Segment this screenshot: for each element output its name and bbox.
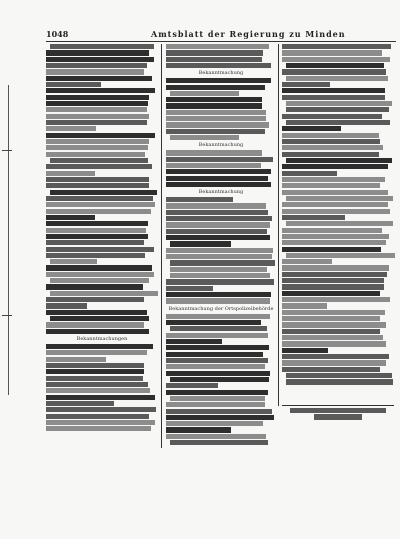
text-line — [166, 203, 266, 208]
text-line — [46, 303, 87, 308]
text-column-3 — [282, 44, 394, 444]
text-line — [282, 310, 385, 315]
text-line — [166, 427, 231, 432]
text-line — [166, 383, 218, 388]
text-line — [282, 316, 380, 321]
text-line — [286, 253, 395, 258]
text-line — [282, 114, 382, 119]
text-line — [282, 291, 380, 296]
text-line — [166, 197, 233, 202]
text-line — [166, 409, 272, 414]
text-line — [282, 240, 386, 245]
text-line — [282, 259, 332, 264]
text-line — [166, 44, 269, 49]
text-line — [282, 354, 389, 359]
binding-edge — [8, 85, 9, 395]
text-line — [46, 344, 153, 349]
text-line — [166, 339, 222, 344]
text-line — [166, 216, 272, 221]
text-line — [170, 135, 239, 140]
text-line — [282, 247, 381, 252]
text-line — [166, 103, 262, 108]
text-line — [282, 322, 386, 327]
text-line — [46, 240, 144, 245]
text-line — [46, 310, 147, 315]
text-line — [46, 215, 95, 220]
text-line — [46, 363, 144, 368]
text-line — [166, 279, 274, 284]
section-heading: Bekanntmachung — [198, 189, 244, 196]
running-head: Amtsblatt der Regierung zu Minden — [151, 29, 346, 39]
text-line — [166, 229, 267, 234]
text-line — [170, 260, 275, 265]
text-line — [46, 426, 151, 431]
text-line — [282, 341, 386, 346]
text-line — [46, 183, 149, 188]
text-line — [282, 202, 388, 207]
text-line — [286, 221, 393, 226]
text-line — [50, 190, 157, 195]
text-line — [166, 78, 271, 83]
text-line — [166, 320, 261, 325]
text-line — [282, 284, 384, 289]
text-line — [46, 329, 149, 334]
text-line — [46, 369, 144, 374]
text-line — [46, 57, 154, 62]
text-line — [286, 101, 392, 106]
text-line — [166, 434, 266, 439]
text-line — [282, 335, 383, 340]
text-line — [46, 114, 149, 119]
text-line — [166, 371, 270, 376]
text-line — [166, 63, 271, 68]
text-line — [46, 126, 96, 131]
text-line — [166, 364, 265, 369]
text-column-1 — [46, 44, 158, 444]
text-line — [46, 139, 149, 144]
text-line — [166, 390, 268, 395]
closing-rule — [282, 405, 394, 406]
signature-block — [290, 408, 388, 421]
text-line — [46, 202, 155, 207]
text-line — [46, 284, 143, 289]
section-heading: Bekanntmachung — [198, 142, 244, 149]
text-line — [282, 57, 390, 62]
text-line — [50, 316, 149, 321]
text-line — [282, 272, 387, 277]
text-line — [290, 408, 386, 413]
text-line — [46, 164, 152, 169]
text-line — [46, 82, 101, 87]
page-number: 1048 — [46, 29, 69, 39]
text-line — [46, 228, 146, 233]
text-line — [286, 76, 388, 81]
text-line — [46, 152, 145, 157]
text-line — [170, 396, 265, 401]
text-line — [46, 322, 144, 327]
text-line — [166, 150, 262, 155]
text-line — [46, 63, 147, 68]
text-line — [166, 358, 268, 363]
text-line — [286, 63, 384, 68]
text-line — [50, 259, 97, 264]
column-divider — [278, 44, 279, 406]
text-line — [170, 326, 267, 331]
text-line — [282, 209, 390, 214]
text-line — [166, 314, 270, 319]
text-line — [166, 110, 266, 115]
binding-mark — [2, 315, 12, 316]
text-line — [282, 228, 382, 233]
text-line — [46, 234, 148, 239]
text-line — [282, 183, 380, 188]
text-line — [46, 171, 95, 176]
text-line — [46, 265, 152, 270]
text-line — [170, 273, 270, 278]
text-line — [282, 69, 386, 74]
text-line — [282, 95, 385, 100]
text-line — [46, 88, 155, 93]
text-line — [170, 241, 231, 246]
text-line — [286, 120, 390, 125]
text-line — [46, 209, 151, 214]
text-line — [50, 278, 149, 283]
text-line — [46, 247, 154, 252]
text-line — [282, 177, 385, 182]
binding-mark — [2, 150, 12, 151]
text-line — [286, 107, 389, 112]
text-line — [46, 120, 147, 125]
text-line — [166, 169, 271, 174]
text-line — [166, 345, 269, 350]
text-line — [282, 265, 389, 270]
text-line — [282, 303, 327, 308]
text-line — [166, 292, 271, 297]
text-line — [282, 164, 388, 169]
text-line — [46, 272, 154, 277]
text-line — [46, 407, 156, 412]
text-line — [166, 57, 262, 62]
text-line — [282, 133, 379, 138]
text-line — [166, 129, 265, 134]
text-line — [166, 85, 265, 90]
text-line — [46, 101, 148, 106]
text-line — [166, 333, 268, 338]
text-line — [166, 222, 270, 227]
text-line — [166, 298, 270, 303]
text-line — [46, 196, 153, 201]
text-line — [166, 210, 268, 215]
text-line — [286, 158, 392, 163]
text-line — [166, 415, 274, 420]
text-line — [282, 367, 380, 372]
text-line — [282, 82, 330, 87]
text-line — [46, 133, 155, 138]
text-line — [46, 350, 147, 355]
text-line — [166, 182, 271, 187]
text-line — [166, 402, 265, 407]
text-line — [46, 177, 149, 182]
text-line — [282, 348, 328, 353]
text-line — [46, 145, 148, 150]
text-line — [46, 401, 114, 406]
text-line — [166, 122, 269, 127]
text-line — [46, 297, 144, 302]
text-line — [166, 97, 262, 102]
text-line — [166, 116, 266, 121]
text-line — [46, 107, 147, 112]
text-line — [286, 196, 393, 201]
text-line — [282, 145, 383, 150]
text-line — [282, 278, 384, 283]
text-line — [50, 44, 154, 49]
text-line — [286, 373, 392, 378]
text-line — [282, 50, 382, 55]
column-divider — [161, 44, 162, 448]
text-line — [282, 190, 388, 195]
text-line — [282, 329, 380, 334]
text-line — [46, 388, 150, 393]
text-line — [282, 44, 391, 49]
text-line — [166, 176, 268, 181]
text-line — [46, 357, 106, 362]
text-line — [46, 382, 148, 387]
text-line — [166, 352, 263, 357]
text-line — [282, 215, 345, 220]
text-line — [166, 254, 272, 259]
text-line — [46, 95, 149, 100]
text-line — [46, 414, 149, 419]
text-line — [170, 440, 268, 445]
text-line — [50, 291, 158, 296]
header-rule — [46, 41, 396, 42]
text-line — [46, 253, 145, 258]
text-line — [50, 158, 148, 163]
text-line — [282, 234, 389, 239]
text-line — [166, 286, 213, 291]
text-line — [166, 235, 270, 240]
section-heading: Bekanntmachung — [198, 70, 244, 77]
text-line — [282, 139, 380, 144]
text-line — [282, 297, 390, 302]
text-line — [46, 76, 152, 81]
text-line — [46, 376, 143, 381]
text-line — [170, 377, 269, 382]
text-line — [282, 152, 379, 157]
text-line — [46, 69, 144, 74]
text-line — [166, 157, 273, 162]
text-line — [282, 126, 341, 131]
text-line — [166, 50, 263, 55]
section-heading: Bekanntmachung der Ortspolizeibehörde — [168, 305, 274, 312]
text-line — [170, 91, 239, 96]
text-line — [282, 360, 386, 365]
text-line — [282, 88, 385, 93]
text-column-2 — [166, 44, 276, 444]
text-line — [46, 221, 148, 226]
page-header — [46, 29, 396, 41]
text-line — [46, 420, 155, 425]
text-line — [166, 421, 263, 426]
text-line — [286, 379, 393, 384]
text-line — [46, 50, 149, 55]
text-line — [282, 171, 337, 176]
text-line — [314, 414, 362, 419]
text-line — [170, 267, 267, 272]
section-heading: Bekanntmachungen — [76, 335, 128, 342]
text-line — [166, 163, 261, 168]
text-line — [166, 248, 273, 253]
text-line — [46, 395, 155, 400]
